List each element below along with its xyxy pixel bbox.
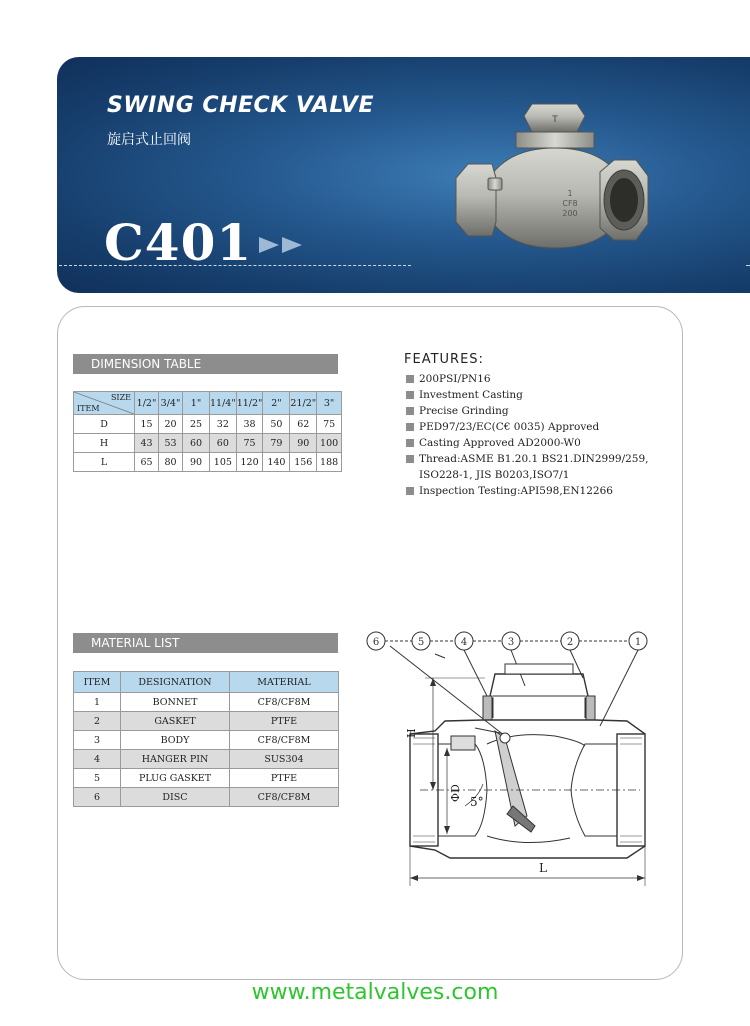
column-header: ITEM <box>74 672 121 693</box>
header-banner <box>57 57 750 293</box>
table-row <box>74 693 339 712</box>
table-row <box>74 769 339 788</box>
table-row <box>74 788 339 807</box>
material-header-row <box>74 672 339 693</box>
column-header: DESIGNATION <box>121 672 230 693</box>
table-cell: 25 <box>183 415 210 434</box>
feature-item <box>404 387 649 403</box>
table-cell: 79 <box>263 434 290 453</box>
website-url[interactable]: www.metalvalves.com <box>251 980 499 1005</box>
size-cell: 3/4" <box>159 392 183 415</box>
column-header: MATERIAL <box>230 672 339 693</box>
table-cell: 90 <box>183 453 210 472</box>
designation-cell: PLUG GASKET <box>121 769 230 788</box>
feature-text: Inspection Testing:API598,EN12266 <box>419 485 613 497</box>
feature-text: Thread:ASME B1.20.1 BS21.DIN2999/259, <box>419 453 649 465</box>
item-cell: 2 <box>74 712 121 731</box>
size-cell: 3" <box>317 392 342 415</box>
corner-item-label: ITEM <box>77 404 100 413</box>
table-cell: 60 <box>210 434 237 453</box>
model-number: C401 <box>104 213 253 272</box>
table-cell: 80 <box>159 453 183 472</box>
material-cell: CF8/CF8M <box>230 693 339 712</box>
corner-cell <box>74 392 135 415</box>
table-cell: 188 <box>317 453 342 472</box>
table-cell: 15 <box>135 415 159 434</box>
feature-item <box>404 403 649 419</box>
length-dimension-label: L <box>539 861 547 875</box>
bullet-square-icon <box>406 391 414 399</box>
double-arrow-icon <box>257 235 307 255</box>
row-label: L <box>74 453 135 472</box>
size-cell: 1" <box>183 392 210 415</box>
product-title: SWING CHECK VALVE <box>107 93 374 118</box>
size-cell: 11/2" <box>236 392 263 415</box>
features-section <box>404 352 649 499</box>
product-subtitle-chinese: 旋启式止回阀 <box>107 132 191 148</box>
material-list-heading: MATERIAL LIST <box>73 633 338 653</box>
features-title: FEATURES: <box>404 352 484 367</box>
feature-text: Investment Casting <box>419 389 523 401</box>
table-cell: 75 <box>236 434 263 453</box>
dimension-row-d <box>74 415 342 434</box>
feature-item <box>404 451 649 467</box>
feature-item <box>404 419 649 435</box>
table-cell: 156 <box>290 453 317 472</box>
material-table <box>73 671 339 807</box>
bullet-square-icon <box>406 375 414 383</box>
table-cell: 120 <box>236 453 263 472</box>
table-cell: 50 <box>263 415 290 434</box>
item-cell: 1 <box>74 693 121 712</box>
material-cell: PTFE <box>230 769 339 788</box>
feature-item <box>404 435 649 451</box>
dimension-row-h <box>74 434 342 453</box>
designation-cell: BODY <box>121 731 230 750</box>
callout-number: 5 <box>417 637 425 648</box>
item-cell: 5 <box>74 769 121 788</box>
bullet-square-icon <box>406 423 414 431</box>
table-cell: 43 <box>135 434 159 453</box>
height-dimension-label: H <box>405 728 418 738</box>
material-cell: SUS304 <box>230 750 339 769</box>
size-cell: 21/2" <box>290 392 317 415</box>
table-cell: 105 <box>210 453 237 472</box>
table-cell: 100 <box>317 434 342 453</box>
bullet-square-icon <box>406 455 414 463</box>
banner-divider <box>59 265 411 266</box>
callout-6 <box>367 632 385 650</box>
bullet-square-icon <box>406 487 414 495</box>
designation-cell: HANGER PIN <box>121 750 230 769</box>
material-cell: CF8/CF8M <box>230 731 339 750</box>
callout-number: 4 <box>460 637 468 648</box>
row-label: H <box>74 434 135 453</box>
table-cell: 62 <box>290 415 317 434</box>
callout-number: 3 <box>507 637 515 648</box>
table-cell: 32 <box>210 415 237 434</box>
designation-cell: GASKET <box>121 712 230 731</box>
table-cell: 38 <box>236 415 263 434</box>
size-cell: 1/2" <box>135 392 159 415</box>
body-marking-2: CF8 <box>562 199 578 208</box>
callout-1 <box>629 632 647 650</box>
table-row <box>74 712 339 731</box>
corner-size-label: SIZE <box>110 393 131 402</box>
material-cell: CF8/CF8M <box>230 788 339 807</box>
callout-5 <box>412 632 430 650</box>
cap-marking: T <box>552 115 558 125</box>
feature-text: PED97/23/EC(C€ 0035) Approved <box>419 421 600 433</box>
item-cell: 6 <box>74 788 121 807</box>
cross-section-drawing <box>355 626 665 891</box>
angle-label: 5° <box>470 795 484 809</box>
banner-divider-right <box>746 265 750 266</box>
item-cell: 3 <box>74 731 121 750</box>
dimension-header-row <box>74 392 342 415</box>
item-cell: 4 <box>74 750 121 769</box>
size-cell: 2" <box>263 392 290 415</box>
designation-cell: BONNET <box>121 693 230 712</box>
bullet-square-icon <box>406 439 414 447</box>
size-cell: 11/4" <box>210 392 237 415</box>
body-marking-3: 200 <box>562 209 578 218</box>
dimension-table-heading: DIMENSION TABLE <box>73 354 338 374</box>
table-cell: 65 <box>135 453 159 472</box>
feature-item <box>404 371 649 387</box>
callout-2 <box>561 632 579 650</box>
feature-text: Casting Approved AD2000-W0 <box>419 437 581 449</box>
row-label: D <box>74 415 135 434</box>
body-marking-1: 1 <box>567 189 573 198</box>
table-row <box>74 731 339 750</box>
feature-text: 200PSI/PN16 <box>419 373 491 385</box>
designation-cell: DISC <box>121 788 230 807</box>
table-cell: 75 <box>317 415 342 434</box>
table-cell: 140 <box>263 453 290 472</box>
callout-number: 6 <box>372 637 380 648</box>
diameter-dimension-label: ΦD <box>449 784 462 802</box>
table-row <box>74 750 339 769</box>
valve-photo <box>452 82 652 272</box>
callout-4 <box>455 632 473 650</box>
dimension-row-l <box>74 453 342 472</box>
table-cell: 90 <box>290 434 317 453</box>
callout-number: 1 <box>634 637 642 648</box>
feature-continuation: ISO228-1, JIS B0203,ISO7/1 <box>419 469 570 481</box>
dimension-table <box>73 391 342 472</box>
table-cell: 20 <box>159 415 183 434</box>
bullet-square-icon <box>406 407 414 415</box>
table-cell: 53 <box>159 434 183 453</box>
feature-text: Precise Grinding <box>419 405 509 417</box>
callout-number: 2 <box>566 637 574 648</box>
callout-3 <box>502 632 520 650</box>
table-cell: 60 <box>183 434 210 453</box>
feature-item <box>404 483 649 499</box>
material-cell: PTFE <box>230 712 339 731</box>
